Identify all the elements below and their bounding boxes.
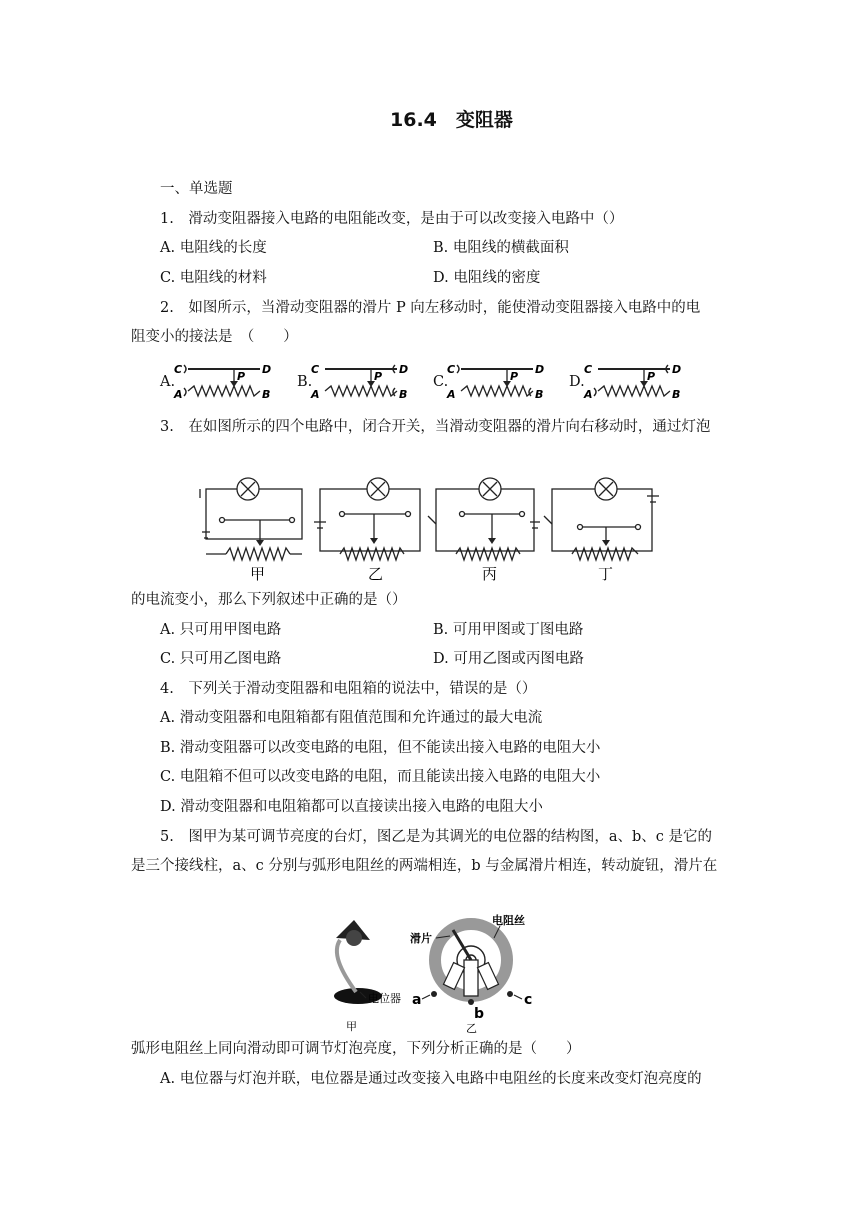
rheostat-diagram-a bbox=[176, 355, 272, 401]
q4-option-c: C. 电阻箱不但可以改变电路的电阻，而且能读出接入电路的电阻大小 bbox=[160, 769, 601, 785]
figure-label-yi: 乙 bbox=[466, 1022, 477, 1035]
q5-stem-line3: 弧形电阻丝上同向滑动即可调节灯泡亮度，下列分析正确的是（ ） bbox=[131, 1041, 581, 1057]
q1-stem: 1. 滑动变阻器接入电路的电阻能改变，是由于可以改变接入电路中（） bbox=[160, 211, 624, 227]
label-c: C bbox=[447, 363, 456, 376]
label-b: B bbox=[262, 388, 271, 401]
label-potentiometer: 电位器 bbox=[368, 992, 401, 1005]
q5-stem-line1: 5. 图甲为某可调节亮度的台灯，图乙是为其调光的电位器的结构图，a、b、c 是它的 bbox=[160, 829, 712, 845]
q4-option-d: D. 滑动变阻器和电阻箱都可以直接读出接入电路的电阻大小 bbox=[160, 799, 543, 815]
q1-option-d: D. 电阻线的密度 bbox=[433, 270, 541, 286]
q3-option-b: B. 可用甲图或丁图电路 bbox=[433, 622, 584, 638]
q2-stem-line1: 2. 如图所示，当滑动变阻器的滑片 P 向左移动时，能使滑动变阻器接入电路中的电 bbox=[160, 300, 701, 316]
rheostat-diagram-d bbox=[586, 355, 682, 401]
q4-option-a: A. 滑动变阻器和电阻箱都有阻值范围和允许通过的最大电流 bbox=[160, 710, 543, 726]
figure-label-jia: 甲 bbox=[346, 1020, 357, 1033]
q3-stem-line2: 的电流变小，那么下列叙述中正确的是（） bbox=[131, 592, 407, 608]
q4-stem: 4. 下列关于滑动变阻器和电阻箱的说法中，错误的是（） bbox=[160, 681, 537, 697]
label-slider: 滑片 bbox=[410, 932, 432, 945]
label-d: D bbox=[535, 363, 545, 376]
label-d: D bbox=[262, 363, 272, 376]
rheostat-diagram-b bbox=[313, 355, 409, 401]
q1-option-a: A. 电阻线的长度 bbox=[160, 240, 267, 256]
label-d: D bbox=[672, 363, 682, 376]
label-p: P bbox=[647, 370, 656, 383]
label-b: B bbox=[399, 388, 408, 401]
label-a-terminal: a bbox=[412, 992, 422, 1008]
q3-stem-line1: 3. 在如图所示的四个电路中，闭合开关，当滑动变阻器的滑片向右移动时，通过灯泡 bbox=[160, 419, 711, 435]
q4-option-b: B. 滑动变阻器可以改变电路的电阻，但不能读出接入电路的电阻大小 bbox=[160, 740, 601, 756]
rheostat-diagram-c bbox=[449, 355, 545, 401]
label-a: A bbox=[311, 388, 320, 401]
label-b-terminal: b bbox=[474, 1006, 485, 1022]
label-p: P bbox=[374, 370, 383, 383]
label-wire: 电阻丝 bbox=[492, 914, 525, 927]
q5-lamp-potentiometer-figure bbox=[318, 880, 558, 1038]
label-p: P bbox=[510, 370, 519, 383]
q1-option-b: B. 电阻线的横截面积 bbox=[433, 240, 569, 256]
q2-option-c-letter: C. bbox=[433, 374, 449, 390]
circuit-label-jia: 甲 bbox=[250, 565, 266, 583]
q2-option-a-letter: A. bbox=[160, 374, 176, 390]
section-heading: 一、单选题 bbox=[160, 181, 233, 197]
label-a: A bbox=[447, 388, 456, 401]
q2-option-d-letter: D. bbox=[569, 374, 585, 390]
label-c-terminal: c bbox=[524, 992, 533, 1008]
label-c: C bbox=[584, 363, 593, 376]
label-a: A bbox=[174, 388, 183, 401]
label-a: A bbox=[584, 388, 593, 401]
page-title: 16.4 变阻器 bbox=[390, 109, 513, 131]
label-b: B bbox=[672, 388, 681, 401]
q3-option-d: D. 可用乙图或丙图电路 bbox=[433, 651, 584, 667]
label-d: D bbox=[399, 363, 409, 376]
circuit-label-bing: 丙 bbox=[482, 565, 498, 583]
q3-option-a: A. 只可用甲图电路 bbox=[160, 622, 282, 638]
circuit-label-yi: 乙 bbox=[368, 565, 384, 583]
label-c: C bbox=[311, 363, 320, 376]
q3-option-c: C. 只可用乙图电路 bbox=[160, 651, 282, 667]
q5-option-a: A. 电位器与灯泡并联，电位器是通过改变接入电路中电阻丝的长度来改变灯泡亮度的 bbox=[160, 1071, 702, 1087]
label-b: B bbox=[535, 388, 544, 401]
label-p: P bbox=[237, 370, 246, 383]
q5-stem-line2: 是三个接线柱，a、c 分别与弧形电阻丝的两端相连，b 与金属滑片相连，转动旋钮，滑片在 bbox=[131, 858, 718, 874]
label-c: C bbox=[174, 363, 183, 376]
q3-circuit-figure bbox=[192, 472, 672, 584]
q1-option-c: C. 电阻线的材料 bbox=[160, 270, 267, 286]
q2-stem-line2: 阻变小的接法是 （ ） bbox=[131, 329, 298, 345]
q2-option-b-letter: B. bbox=[297, 374, 313, 390]
circuit-label-ding: 丁 bbox=[598, 565, 614, 583]
